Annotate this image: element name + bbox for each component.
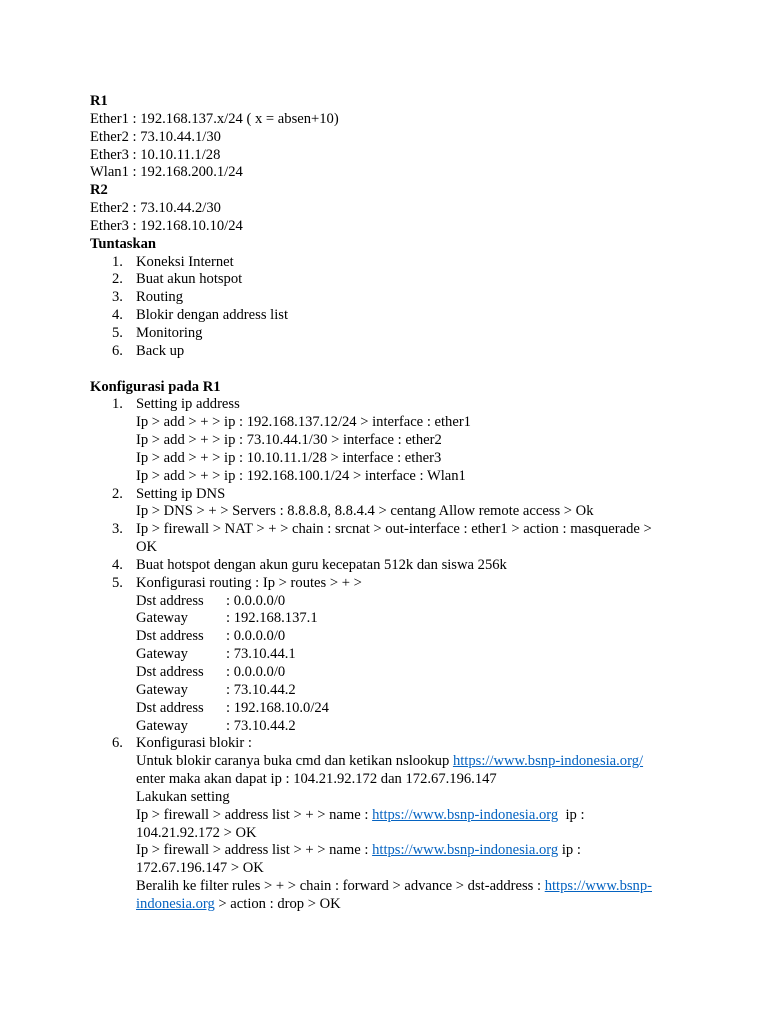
task-item <box>90 307 690 325</box>
route-value: : 0.0.0.0/0 <box>226 592 286 609</box>
step-line: 172.67.196.147 > OK <box>136 860 264 877</box>
step-text: Ip > firewall > address list > + > name : <box>136 842 373 859</box>
list-number: 5. <box>112 324 123 341</box>
step-line <box>90 807 690 825</box>
route-value: : 0.0.0.0/0 <box>226 628 286 645</box>
bsnp-link[interactable]: https://www.bsnp-indonesia.org/ <box>452 753 644 770</box>
step-text: Ip > firewall > address list > + > name : <box>136 806 373 823</box>
route-value: : 0.0.0.0/0 <box>226 664 286 680</box>
step-title: Ip > firewall > NAT > + > chain : srcnat > out-interface : ether1 > action : masquerade > <box>136 521 652 538</box>
paragraph-gap <box>90 361 690 379</box>
task-text: Blokir dengan address list <box>136 307 288 324</box>
step-line: Ip > add > + > ip : 73.10.44.1/30 > interface : ether2 <box>136 432 442 449</box>
route-label: Gateway <box>136 681 188 698</box>
step-text: Beralih ke filter rules > + > chain : forward > advance > dst-address : <box>136 878 545 895</box>
bsnp-link[interactable]: https://www.bsnp- <box>544 878 652 895</box>
konfig-heading: Konfigurasi pada R1 <box>90 378 221 395</box>
step-line: 104.21.92.172 > OK <box>136 824 257 841</box>
step-line: Lakukan setting <box>136 788 230 805</box>
list-number: 4. <box>112 307 123 324</box>
step-title: Konfigurasi routing : Ip > routes > + > <box>136 574 362 591</box>
list-number: 4. <box>112 556 123 573</box>
bsnp-link[interactable]: indonesia.org <box>136 895 215 912</box>
route-row <box>90 628 690 646</box>
task-text: Routing <box>136 289 184 306</box>
list-number: 6. <box>112 342 123 359</box>
list-number: 1. <box>112 396 123 413</box>
route-value: : 73.10.44.1 <box>226 646 296 663</box>
step-5 <box>90 575 690 593</box>
step-2 <box>90 486 690 504</box>
task-item <box>90 289 690 307</box>
route-label: Dst address <box>136 664 204 680</box>
route-row <box>90 646 690 664</box>
route-value: : 73.10.44.2 <box>226 681 296 698</box>
step-title: Konfigurasi blokir : <box>136 735 252 752</box>
step-text: ip : <box>558 806 585 823</box>
route-label: Gateway <box>136 610 188 627</box>
route-label: Dst address <box>136 628 204 645</box>
list-number: 5. <box>112 574 123 591</box>
task-text: Koneksi Internet <box>136 253 234 270</box>
step-line: Ip > DNS > + > Servers : 8.8.8.8, 8.8.4.4 > centang Allow remote access > Ok <box>136 503 594 520</box>
step-6 <box>90 735 690 753</box>
route-value: : 73.10.44.2 <box>226 717 296 734</box>
step-text: ip : <box>558 842 581 859</box>
step-text: > action : drop > OK <box>214 895 341 912</box>
route-row <box>90 682 690 700</box>
route-row <box>90 610 690 628</box>
task-item <box>90 271 690 289</box>
step-line <box>90 842 690 860</box>
r2-line: Ether3 : 192.168.10.10/24 <box>90 217 243 234</box>
step-line <box>90 896 690 914</box>
step-line <box>90 753 690 771</box>
route-value: : 192.168.137.1 <box>226 610 318 627</box>
step-line: Ip > add > + > ip : 192.168.100.1/24 > interface : Wlan1 <box>136 467 466 484</box>
route-row <box>90 593 690 611</box>
step-line: enter maka akan dapat ip : 104.21.92.172 dan 172.67.196.147 <box>136 771 497 788</box>
r1-line: Wlan1 : 192.168.200.1/24 <box>90 164 243 181</box>
document-body <box>90 93 690 914</box>
task-item <box>90 343 690 361</box>
r1-line: Ether3 : 10.10.11.1/28 <box>90 146 221 163</box>
step-line: OK <box>136 539 158 556</box>
r2-heading: R2 <box>90 182 108 199</box>
task-text: Back up <box>136 342 185 359</box>
r1-line: Ether2 : 73.10.44.1/30 <box>90 128 221 145</box>
step-title: Setting ip address <box>136 396 240 413</box>
task-text: Monitoring <box>136 324 203 341</box>
step-title: Setting ip DNS <box>136 485 226 502</box>
step-title: Buat hotspot dengan akun guru kecepatan 512k dan siswa 256k <box>136 556 507 573</box>
task-item <box>90 325 690 343</box>
r1-line: Ether1 : 192.168.137.x/24 ( x = absen+10) <box>90 110 339 127</box>
step-3 <box>90 521 690 539</box>
route-label: Gateway <box>136 646 188 663</box>
step-line: Ip > add > + > ip : 10.10.11.1/28 > interface : ether3 <box>136 449 442 466</box>
route-row <box>90 718 690 736</box>
route-label: Gateway <box>136 717 188 734</box>
r2-line: Ether2 : 73.10.44.2/30 <box>90 200 221 217</box>
list-number: 2. <box>112 271 123 288</box>
route-row <box>90 700 690 718</box>
task-item <box>90 254 690 272</box>
tuntaskan-heading: Tuntaskan <box>90 235 156 252</box>
list-number: 3. <box>112 521 123 538</box>
r1-heading: R1 <box>90 93 108 109</box>
step-line <box>90 878 690 896</box>
list-number: 3. <box>112 289 123 306</box>
route-value: : 192.168.10.0/24 <box>226 699 329 716</box>
task-text: Buat akun hotspot <box>136 271 243 288</box>
route-label: Dst address <box>136 592 204 609</box>
step-1 <box>90 396 690 414</box>
step-text: Untuk blokir caranya buka cmd dan ketikan nslookup <box>136 753 453 770</box>
route-label: Dst address <box>136 699 204 716</box>
list-number: 6. <box>112 735 123 752</box>
route-row <box>90 664 690 682</box>
list-number: 1. <box>112 253 123 270</box>
list-number: 2. <box>112 485 123 502</box>
step-4 <box>90 557 690 575</box>
bsnp-link[interactable]: https://www.bsnp-indonesia.org <box>372 806 559 823</box>
bsnp-link[interactable]: https://www.bsnp-indonesia.org <box>372 842 559 859</box>
step-line: Ip > add > + > ip : 192.168.137.12/24 > interface : ether1 <box>136 414 471 431</box>
